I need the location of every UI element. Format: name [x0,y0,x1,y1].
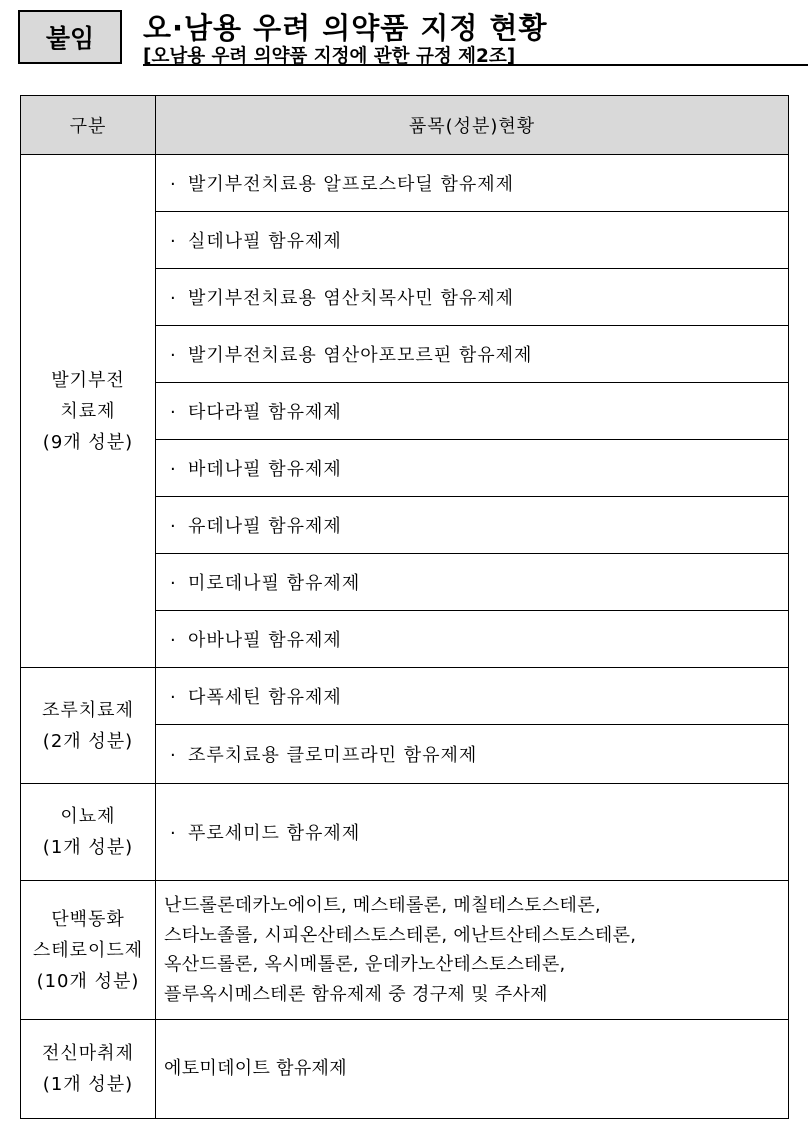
bullet: · [170,630,177,651]
paragraph-line: 플루옥시메스테론 함유제제 중 경구제 및 주사제 [164,983,548,1005]
paragraph-line: 에토미데이트 함유제제 [164,1058,347,1080]
bullet: · [170,288,177,309]
item-text: 유데나필 함유제제 [188,516,342,537]
category-line: 스테로이드제 [32,939,144,961]
item-text: 발기부전치료용 염산아포모르핀 함유제제 [188,345,533,366]
category-line: (1개 성분) [42,1074,134,1095]
item-cell [156,725,789,784]
table-row [21,668,789,725]
page-subtitle: [오남용 우려 의약품 지정에 관한 규정 제2조] [143,46,516,67]
item-text: 아바나필 함유제제 [188,630,342,651]
header-category: 구분 [21,96,156,155]
category-cell [21,1020,156,1119]
page-title: 오·남용 우려 의약품 지정 현황 [143,11,548,45]
category-cell [21,155,156,668]
table-header-row [21,96,789,155]
designation-table [20,95,789,1119]
badge-label: 붙임 [45,24,95,53]
item-cell [156,611,789,668]
title-underline [143,64,808,66]
item-cell [156,668,789,725]
bullet: · [170,174,177,195]
paragraph-line: 옥산드롤론, 옥시메톨론, 운데카노산테스토스테론, [164,954,566,975]
table-row [21,784,789,881]
item-cell [156,784,789,881]
bullet: · [170,745,177,766]
item-text: 푸로세미드 함유제제 [188,823,361,844]
paragraph-cell [156,881,789,1020]
bullet: · [170,573,177,594]
bullet: · [170,823,177,844]
bullet: · [170,516,177,537]
item-cell [156,155,789,212]
item-text: 다폭세틴 함유제제 [188,687,342,708]
bullet: · [170,402,177,423]
item-cell [156,497,789,554]
category-line: 전신마취제 [42,1043,134,1064]
item-text: 타다라필 함유제제 [188,402,342,423]
item-text: 조루치료용 클로미프라민 함유제제 [188,745,478,766]
category-cell [21,881,156,1020]
item-text: 미로데나필 함유제제 [188,573,361,594]
category-line: (9개 성분) [42,431,134,453]
item-text: 발기부전치료용 염산치목사민 함유제제 [188,288,515,309]
attachment-badge [18,10,122,64]
item-cell [156,383,789,440]
category-line: (2개 성분) [42,730,134,752]
paragraph-line: 난드롤론데카노에이트, 메스테롤론, 메칠테스토스테론, [164,895,601,916]
bullet: · [170,459,177,480]
category-line: (1개 성분) [42,837,134,858]
category-cell [21,668,156,784]
table-row [21,155,789,212]
item-text: 발기부전치료용 알프로스타딜 함유제제 [188,174,515,195]
item-text: 실데나필 함유제제 [188,231,342,252]
item-cell [156,326,789,383]
bullet: · [170,345,177,366]
category-line: (10개 성분) [36,970,140,992]
category-cell [21,784,156,881]
item-cell [156,269,789,326]
header-items: 품목(성분)현황 [156,96,789,155]
category-line: 치료제 [60,400,116,422]
bullet: · [170,231,177,252]
item-text: 바데나필 함유제제 [188,459,342,480]
paragraph-line: 스타노졸롤, 시피온산테스토스테론, 에난트산테스토스테론, [164,924,637,946]
item-cell [156,554,789,611]
category-line: 조루치료제 [42,699,134,721]
table-row [21,1020,789,1119]
paragraph-cell [156,1020,789,1119]
table-row [21,881,789,1020]
bullet: · [170,687,177,708]
category-line: 이뇨제 [60,806,116,827]
item-cell [156,212,789,269]
category-line: 발기부전 [51,369,125,391]
category-line: 단백동화 [51,908,125,930]
item-cell [156,440,789,497]
